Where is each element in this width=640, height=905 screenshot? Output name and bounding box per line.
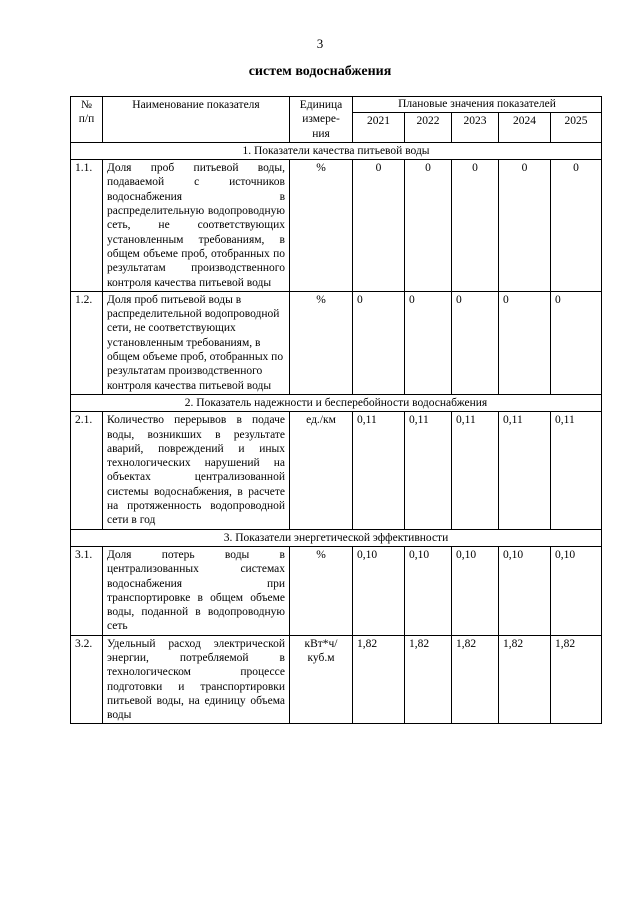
unit-cell: % (290, 160, 353, 292)
value-cell: 1,82 (499, 635, 551, 724)
indicator-name: Доля потерь воды в централизованных системах водоснабжения при транспортировке в общем объеме воды, поданной в водопроводную сеть (103, 546, 290, 635)
value-cell: 0 (353, 160, 405, 292)
table-row (71, 635, 602, 724)
header-year: 2022 (405, 112, 452, 142)
value-cell: 0,10 (452, 546, 499, 635)
section-title: 3. Показатели энергетической эффективности (71, 529, 602, 546)
value-cell: 0,10 (551, 546, 602, 635)
document-title: систем водоснабжения (248, 64, 392, 79)
value-cell: 0,10 (499, 546, 551, 635)
table-row (71, 160, 602, 292)
value-cell: 0,11 (353, 412, 405, 529)
indicator-name: Удельный расход электрической энергии, потребляемой в технологическом процессе подготовки и транспортировки питьевой воды, на единицу объема воды (103, 635, 290, 724)
value-cell: 1,82 (452, 635, 499, 724)
section-title: 2. Показатель надежности и бесперебойности водоснабжения (71, 394, 602, 411)
unit-cell: % (290, 546, 353, 635)
value-cell: 0 (353, 291, 405, 394)
section-title: 1. Показатели качества питьевой воды (71, 142, 602, 159)
value-cell: 1,82 (551, 635, 602, 724)
value-cell: 0 (452, 160, 499, 292)
unit-cell: кВт*ч/ куб.м (290, 635, 353, 724)
value-cell: 0 (452, 291, 499, 394)
row-number: 3.2. (71, 635, 103, 724)
value-cell: 0 (405, 160, 452, 292)
indicators-table (70, 96, 602, 724)
header-year: 2025 (551, 112, 602, 142)
value-cell: 0 (405, 291, 452, 394)
value-cell: 1,82 (405, 635, 452, 724)
value-cell: 0,10 (405, 546, 452, 635)
value-cell: 0,11 (452, 412, 499, 529)
indicator-name: Количество перерывов в подаче воды, возникших в результате аварий, повреждений и иных технологических нарушений на объектах централизованной системы водоснабжения, в расчете на протяженность водопроводной сети в год (103, 412, 290, 529)
unit-cell: % (290, 291, 353, 394)
value-cell: 0,11 (405, 412, 452, 529)
header-year: 2021 (353, 112, 405, 142)
value-cell: 0,11 (499, 412, 551, 529)
value-cell: 0 (551, 160, 602, 292)
table-row (71, 546, 602, 635)
page-number: 3 (316, 36, 324, 51)
header-year: 2024 (499, 112, 551, 142)
row-number: 1.1. (71, 160, 103, 292)
value-cell: 0,10 (353, 546, 405, 635)
table-row (71, 291, 602, 394)
header-num: № п/п (71, 97, 103, 143)
value-cell: 0 (499, 160, 551, 292)
header-plan: Плановые значения показателей (353, 97, 602, 113)
header-unit: Единица измере-ния (290, 97, 353, 143)
section-row (71, 529, 602, 546)
indicator-name: Доля проб питьевой воды, подаваемой с источников водоснабжения в распределительную водопроводную сеть, не соответствующих установленным требованиям, в общем объеме проб, отобранных по результатам производственного контроля качества питьевой воды (103, 160, 290, 292)
indicator-name: Доля проб питьевой воды в распределительной водопроводной сети, не соответствующих установленным требованиям, в общем объеме проб, отобранных по результатам производственного контроля качества питьевой воды (103, 291, 290, 394)
unit-cell: ед./км (290, 412, 353, 529)
header-row (71, 97, 602, 113)
row-number: 2.1. (71, 412, 103, 529)
value-cell: 0 (499, 291, 551, 394)
value-cell: 0,11 (551, 412, 602, 529)
row-number: 1.2. (71, 291, 103, 394)
value-cell: 0 (551, 291, 602, 394)
section-row (71, 394, 602, 411)
row-number: 3.1. (71, 546, 103, 635)
header-name: Наименование показателя (103, 97, 290, 143)
section-row (71, 142, 602, 159)
table-row (71, 412, 602, 529)
header-year: 2023 (452, 112, 499, 142)
value-cell: 1,82 (353, 635, 405, 724)
